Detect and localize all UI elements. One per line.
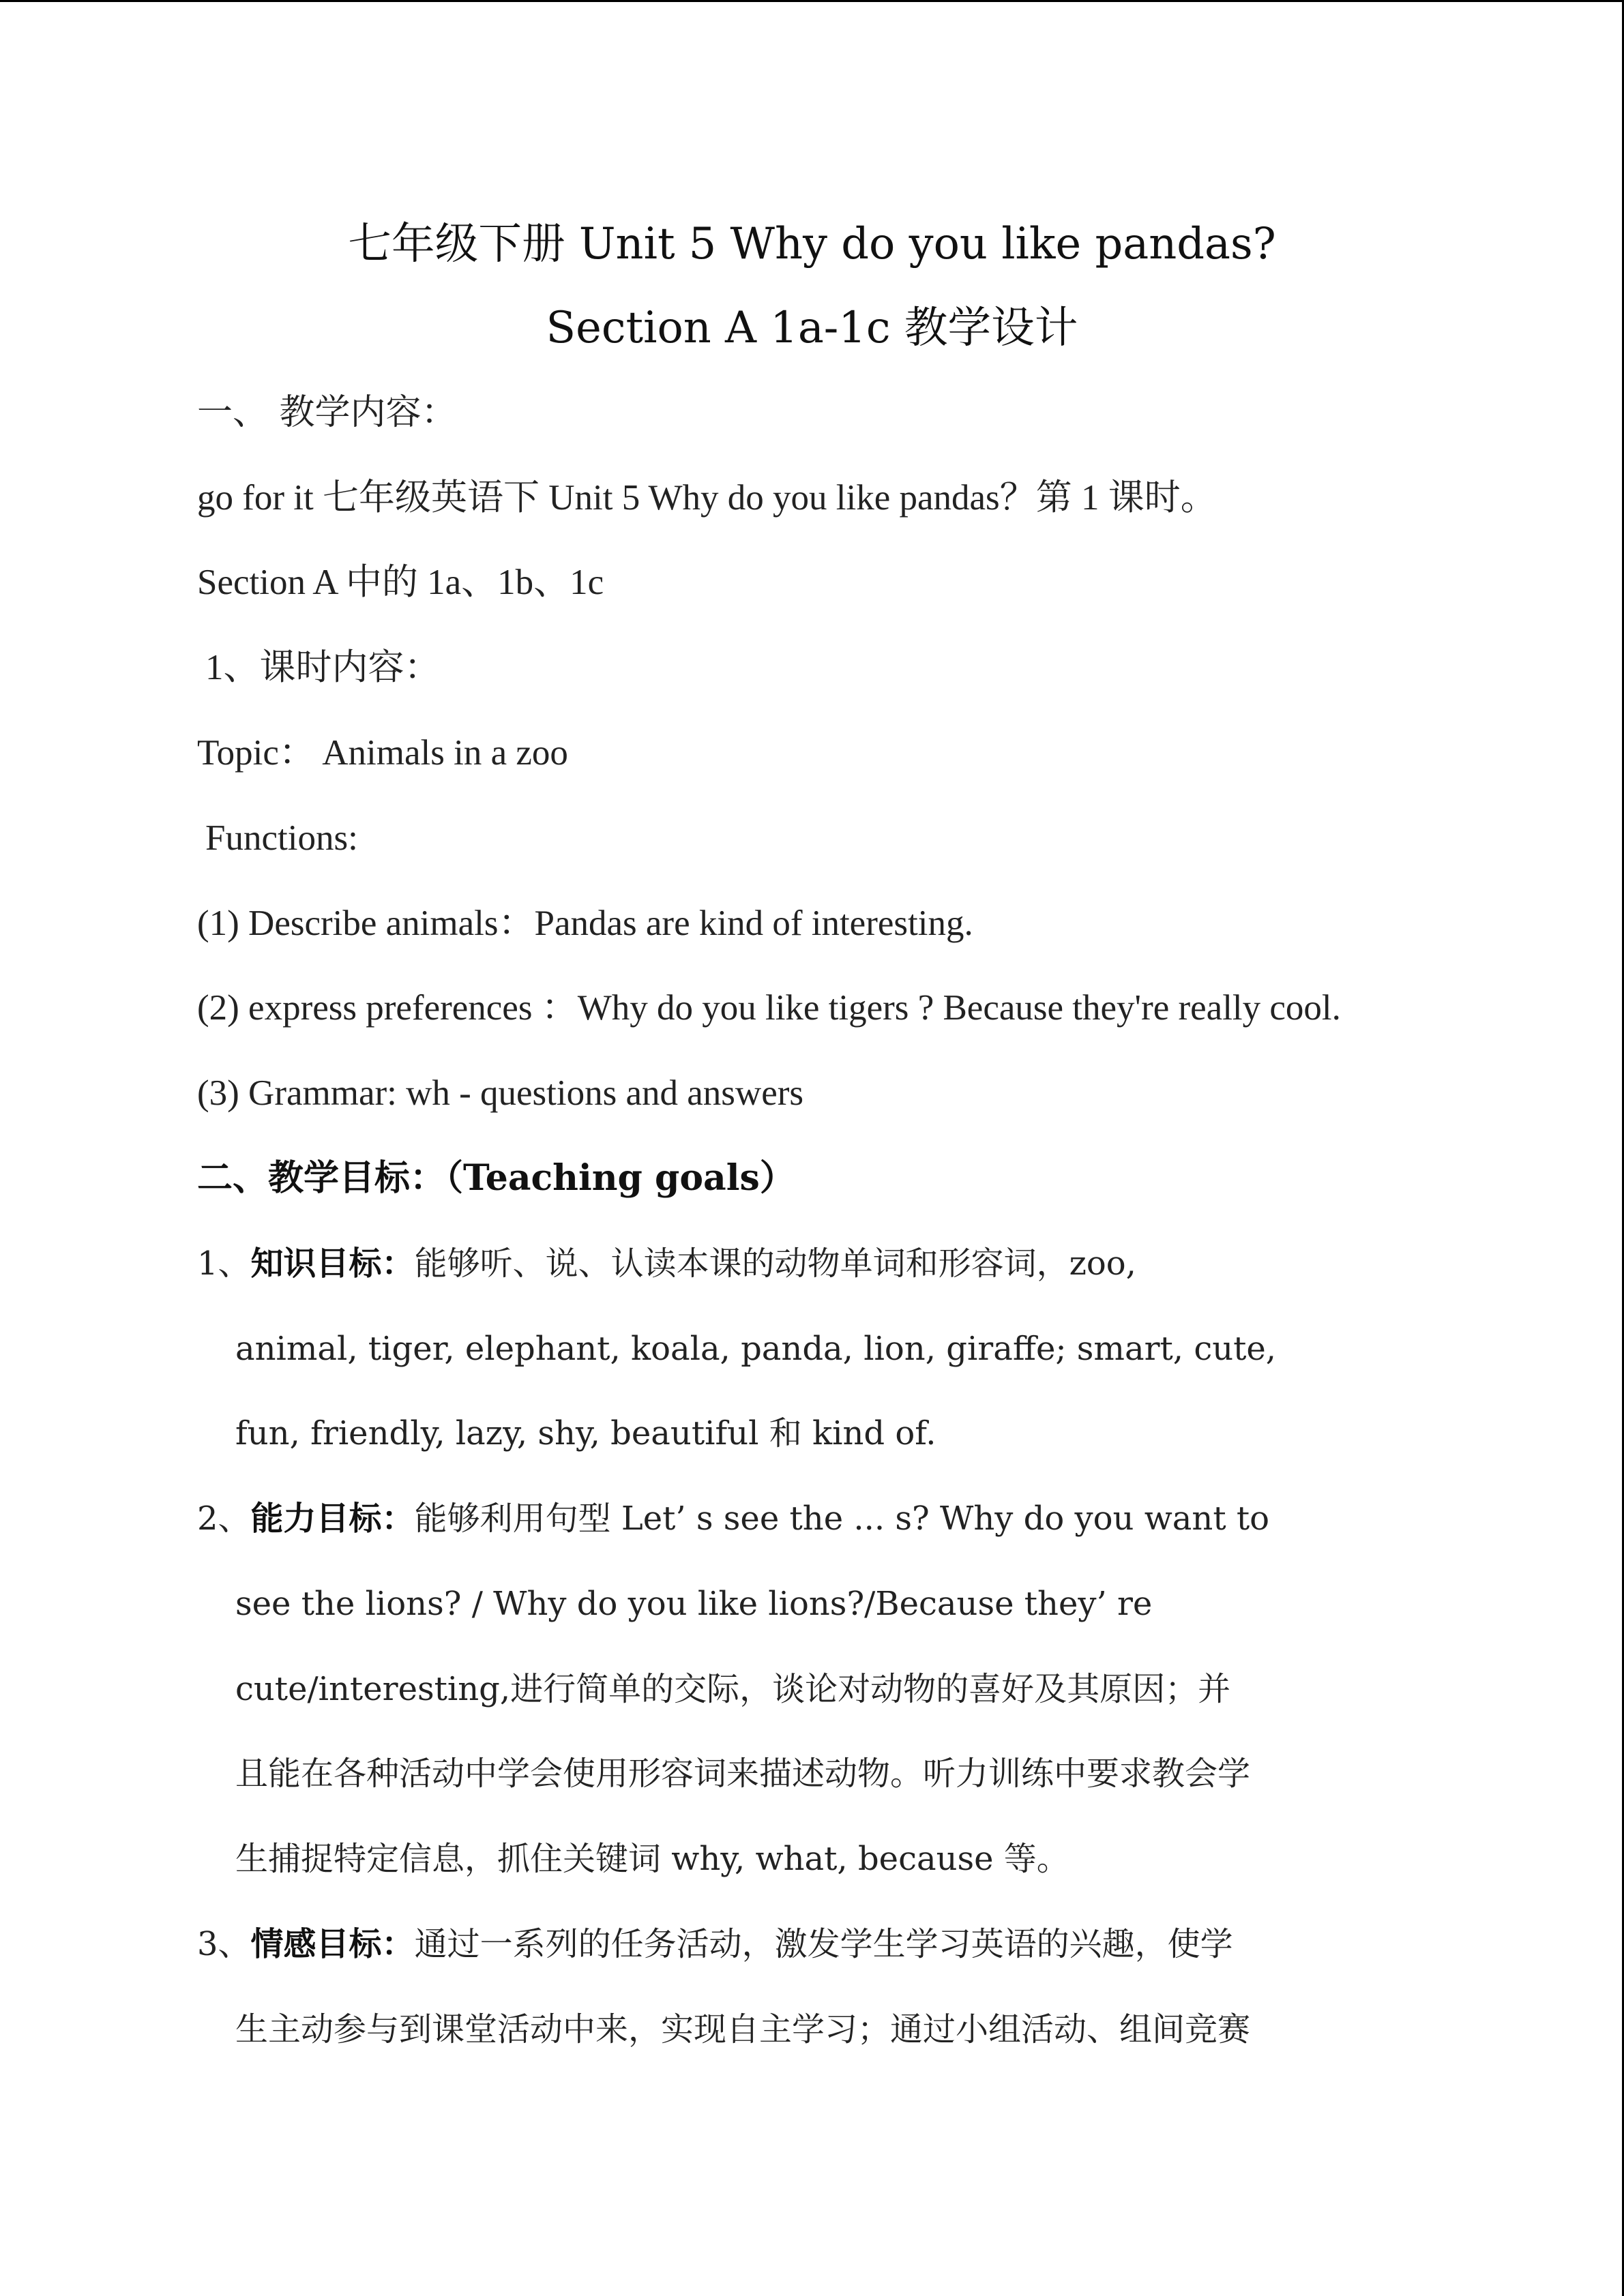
function-item-3: (3) Grammar: wh - questions and answers [197, 1073, 803, 1113]
goal-ability-line-4: 且能在各种活动中学会使用形容词来描述动物。听力训练中要求教会学 [235, 1755, 1251, 1793]
content-paragraph-1: go for it 七年级英语下 Unit 5 Why do you like pandas？第 1 课时。 [197, 478, 1217, 518]
goal-text: 能够听、说、认读本课的动物单词和形容词，zoo, [414, 1244, 1136, 1283]
goal-ability-line-3: cute/interesting,进行简单的交际，谈论对动物的喜好及其原因；并 [235, 1670, 1231, 1708]
section-heading-teaching-content: 一、 教学内容： [197, 392, 457, 433]
document-title-line-2: Section A 1a-1c 教学设计 [546, 303, 1078, 353]
goal-ability-line-1 [197, 1491, 1269, 1546]
goal-label: 能力目标： [250, 1500, 415, 1538]
goal-knowledge-line-3: fun, friendly, lazy, shy, beautiful 和 kind of. [235, 1414, 936, 1452]
goal-emotion-line-1 [197, 1917, 1233, 1971]
content-paragraph-2: Section A 中的 1a、1b、1c [197, 563, 604, 602]
lesson-content-label: 1、课时内容： [205, 648, 441, 687]
document-title-line-1: 七年级下册 Unit 5 Why do you like pandas? [348, 219, 1276, 269]
function-item-1: (1) Describe animals：Pandas are kind of interesting. [197, 904, 973, 943]
goal-label: 情感目标： [250, 1925, 415, 1963]
section-heading-teaching-goals: 二、教学目标：（Teaching goals） [197, 1157, 795, 1199]
goal-number: 3、 [197, 1925, 251, 1963]
goal-knowledge-line-2: animal, tiger, elephant, koala, panda, lion, giraffe; smart, cute, [235, 1330, 1277, 1368]
function-item-2: (2) express preferences ：Why do you like tigers ? Because they're really cool. [197, 988, 1341, 1028]
functions-label: Functions: [205, 818, 358, 858]
goal-knowledge-line-1 [197, 1236, 1136, 1291]
goal-text: 通过一系列的任务活动，激发学生学习英语的兴趣，使学 [414, 1925, 1233, 1963]
topic-line: Topic： Animals in a zoo [197, 733, 568, 773]
goal-ability-line-5: 生捕捉特定信息，抓住关键词 why, what, because 等。 [235, 1840, 1069, 1878]
goal-label: 知识目标： [250, 1244, 415, 1283]
goal-ability-line-2: see the lions? / Why do you like lions?/Because they’ re [235, 1585, 1153, 1623]
goal-emotion-line-2: 生主动参与到课堂活动中来，实现自主学习；通过小组活动、组间竞赛 [235, 2010, 1251, 2048]
goal-text: 能够利用句型 Let’ s see the ... s? Why do you want to [414, 1500, 1270, 1538]
goal-number: 1、 [197, 1244, 251, 1283]
goal-number: 2、 [197, 1500, 251, 1538]
